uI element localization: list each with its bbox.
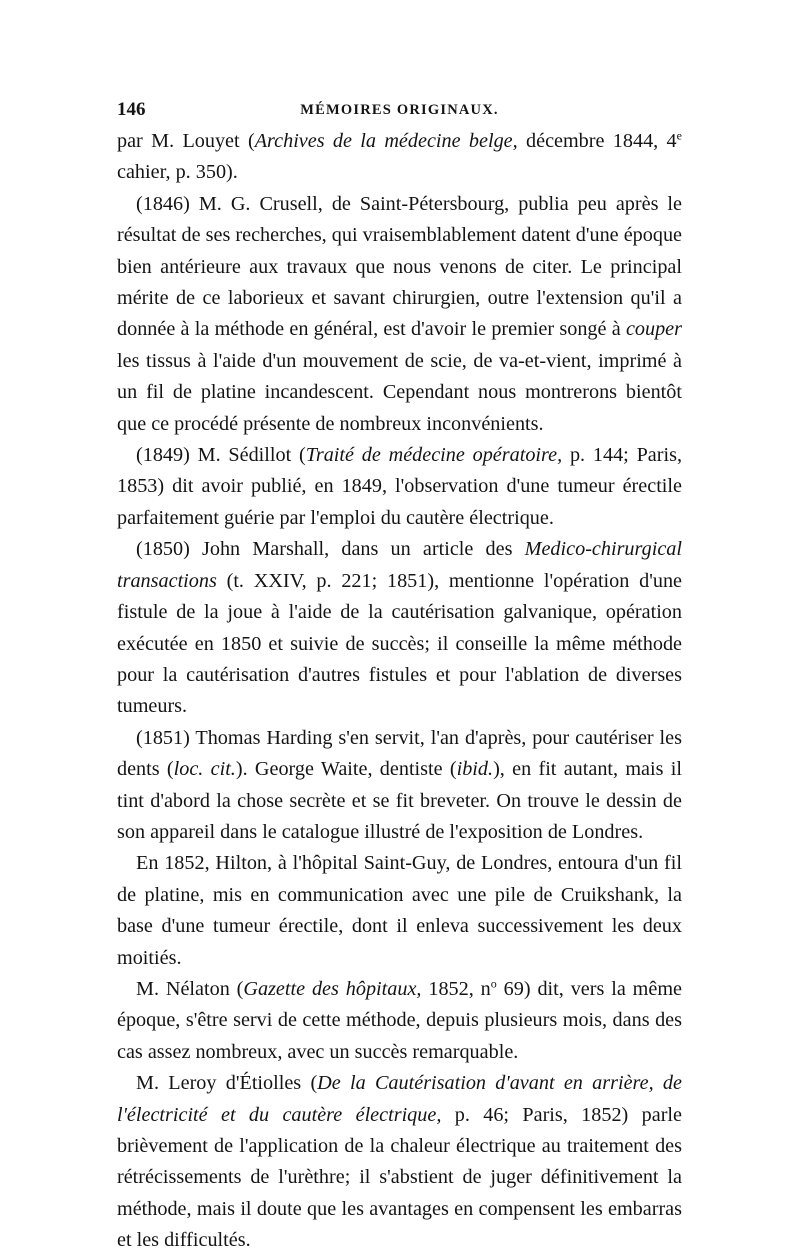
italic-citation: loc. cit. — [173, 758, 236, 781]
text-run: M. Nélaton ( — [136, 977, 244, 1000]
running-head — [117, 96, 682, 124]
text-run: par M. Louyet ( — [117, 130, 255, 152]
running-title: MÉMOIRES ORIGINAUX. — [300, 102, 499, 118]
body-text — [117, 126, 682, 1257]
paragraph — [117, 189, 682, 440]
paragraph — [117, 126, 682, 189]
text-run: ), en fit autant, mais il tint d'abord la chose secrète et se fit breveter. On trouve le dessin de son appareil dans le catalogue illustré de l'exposition de Londres. — [117, 758, 682, 843]
paragraph — [117, 974, 682, 1068]
page-number: 146 — [117, 99, 146, 120]
text-run: M. Leroy d'Étiolles ( — [136, 1072, 318, 1095]
italic-citation: Archives de la médecine belge, — [254, 130, 518, 152]
text-run: (1850) John Marshall, dans un article des — [136, 538, 525, 561]
text-run: les tissus à l'aide d'un mouvement de scie, de va-et-vient, imprimé à un fil de platine incandescent. Cependant nous montrerons bientôt que ce procédé présente de nombreux inconvénients. — [117, 349, 682, 435]
italic-citation: Traité de médecine opératoire, — [305, 444, 563, 467]
text-run: (1849) M. Sédillot ( — [136, 444, 306, 467]
paragraph — [117, 1068, 682, 1256]
italic-citation: Gazette des hôpitaux, — [243, 977, 422, 1000]
text-run: (t. XXIV, p. 221; 1851), mentionne l'opération d'une fistule de la joue à l'aide de la cautérisation galvanique, opération exécutée en 1850 et suivie de succès; il conseille la même méthode pour la cautérisation d'autres fistules et pour l'ablation de diverses tumeurs. — [117, 569, 682, 718]
italic-citation: Medico-chirurgical transactions — [117, 538, 682, 592]
italic-citation: couper — [625, 318, 682, 341]
book-page — [117, 96, 682, 1257]
superscript: o — [490, 976, 497, 991]
text-run: cahier, p. 350). — [117, 161, 238, 184]
italic-citation: De la Cautérisation d'avant en arrière, de l'électricité et du cautère électrique, — [117, 1072, 682, 1126]
text-run: (1851) Thomas Harding s'en servit, l'an d'après, pour cautériser les dents ( — [117, 726, 682, 781]
text-run: 69) dit, vers la même époque, s'être servi de cette méthode, depuis plusieurs mois, dans des cas assez nombreux, avec un succès remarquable. — [117, 977, 683, 1063]
paragraph — [117, 723, 682, 849]
text-run: décembre 1844, 4 — [517, 130, 677, 152]
text-run: p. 144; Paris, 1853) dit avoir publié, en 1849, l'observation d'une tumeur érectile parfaitement guérie par l'emploi du cautère électrique. — [117, 444, 682, 529]
superscript: e — [676, 128, 682, 143]
paragraph — [117, 534, 682, 722]
paragraph — [117, 440, 682, 534]
italic-citation: ibid. — [456, 758, 494, 781]
paragraph — [117, 848, 682, 974]
text-run: En 1852, Hilton, à l'hôpital Saint-Guy, de Londres, entoura d'un fil de platine, mis en communication avec une pile de Cruikshank, la base d'une tumeur érectile, dont il enleva successivement les deux moitiés. — [117, 852, 682, 969]
text-run: p. 46; Paris, 1852) parle brièvement de l'application de la chaleur électrique au traitement des rétrécissements de l'urèthre; il s'abstient de juger définitivement la méthode, mais il doute que les avantages en compensent les embarras et les difficultés. — [117, 1103, 682, 1252]
text-run: ). George Waite, dentiste ( — [235, 758, 457, 781]
text-run: (1846) M. G. Crusell, de Saint-Pétersbourg, publia peu après le résultat de ses recherches, qui vraisemblablement datent d'une époque bien antérieure aux travaux que nous venons de citer. Le principal mérite de ce laborieux et savant chirurgien, outre l'extension qu'il a donnée à la méthode en général, est d'avoir le premier songé à — [117, 192, 682, 341]
text-run: 1852, n — [421, 977, 491, 1000]
